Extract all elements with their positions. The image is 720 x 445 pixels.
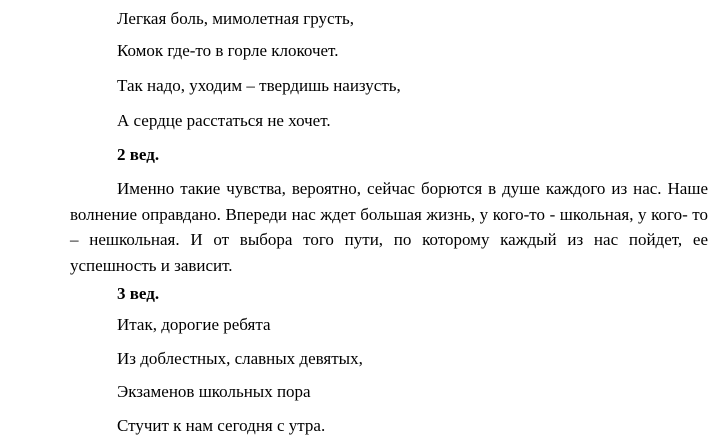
poem-line-1: Легкая боль, мимолетная грусть, <box>117 9 354 28</box>
poem-line-3: Так надо, уходим – твердишь наизусть, <box>117 76 401 95</box>
speaker-label-2: 2 вед. <box>117 145 160 164</box>
poem-line-8: Стучит к нам сегодня с утра. <box>117 416 326 435</box>
poem-line-5: Итак, дорогие ребята <box>117 315 271 334</box>
paragraph-text: Именно такие чувства, вероятно, сейчас борются в душе каждого из нас. Наше волнение оправдано. Впереди нас ждет большая жизнь, у кого-то - школьная, у кого- то – нешкольная. И от выбора того пути, по которому каждый из нас пойдет, ее успешность и зависит. <box>70 179 708 275</box>
speaker-label-3: 3 вед. <box>117 284 160 303</box>
poem-line-2: Комок где-то в горле клокочет. <box>117 41 339 60</box>
poem-line-6: Из доблестных, славных девятых, <box>117 349 363 368</box>
poem-line-4: А сердце расстаться не хочет. <box>117 111 331 130</box>
poem-line-7: Экзаменов школьных пора <box>117 382 311 401</box>
